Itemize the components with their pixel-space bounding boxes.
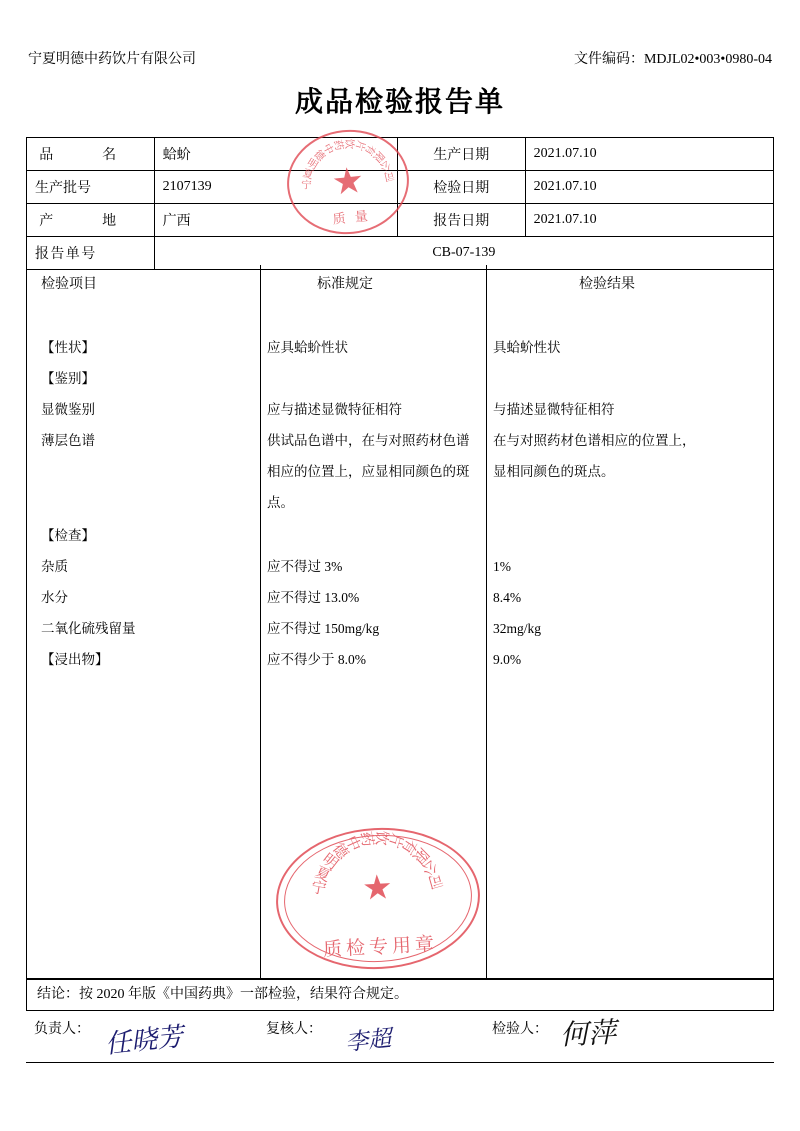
row-item: 【性状】	[41, 340, 95, 355]
row-item: 【浸出物】	[41, 652, 109, 667]
report-date-label: 报告日期	[397, 204, 525, 237]
production-date-label: 生产日期	[397, 138, 525, 171]
signature-underline	[26, 1062, 774, 1063]
origin-value: 广西	[154, 204, 397, 237]
product-name-label: 品 名	[27, 138, 155, 171]
row-result: 显相同颜色的斑点。	[493, 464, 615, 479]
inspector-signature: 何萍	[559, 1015, 617, 1052]
grid-divider-2	[486, 265, 487, 978]
column-header-standard: 标准规定	[317, 277, 373, 292]
row-item: 【检查】	[41, 528, 95, 543]
report-no-label: 报告单号	[27, 237, 155, 270]
row-standard: 应不得过 13.0%	[267, 590, 360, 605]
row-item: 显微鉴别	[41, 402, 95, 417]
row-result: 在与对照药材色谱相应的位置上，	[493, 433, 696, 448]
row-result: 1%	[493, 559, 511, 574]
production-date-value: 2021.07.10	[525, 138, 773, 171]
company-name: 宁夏明德中药饮片有限公司	[28, 52, 196, 67]
row-standard: 应不得过 150mg/kg	[267, 621, 380, 636]
reviewer-label: 复核人：	[266, 1022, 322, 1037]
stamp-bottom-text-top: 质 量	[331, 207, 372, 227]
doc-code	[574, 48, 772, 68]
row-result: 9.0%	[493, 652, 522, 667]
row-item: 【鉴别】	[41, 371, 95, 386]
row-result: 32mg/kg	[493, 621, 542, 636]
document-header	[28, 48, 772, 68]
conclusion-text: 结论：按 2020 年版《中国药典》一部检验，结果符合规定。	[26, 979, 774, 1011]
batch-label: 生产批号	[27, 171, 155, 204]
stamp-arc-text-top: 宁 夏 明 德 中 药 饮 片 有 限 公 司	[301, 138, 396, 192]
row-item: 水分	[41, 590, 68, 605]
product-name-value: 蛤蚧	[154, 138, 397, 171]
doc-code-value: MDJL02•003•0980-04	[643, 52, 772, 67]
inspector-label: 检验人：	[492, 1022, 548, 1037]
star-icon: ★	[361, 869, 394, 908]
row-item: 二氧化硫残留量	[41, 621, 136, 636]
doc-code-label: 文件编码：	[573, 52, 644, 67]
star-icon: ★	[329, 159, 367, 203]
stamp-arc-text-bottom: 宁 夏 明 德 中 药 饮 片 有 限 公 司	[309, 829, 445, 899]
row-standard: 供试品色谱中，在与对照药材色谱	[267, 433, 470, 448]
stamp-bottom-text: 质检专用章	[322, 933, 439, 961]
column-header-result: 检验结果	[579, 277, 635, 292]
inspection-date-value: 2021.07.10	[525, 171, 773, 204]
row-result: 与描述显微特征相符	[493, 402, 615, 417]
origin-label: 产 地	[27, 204, 155, 237]
reviewer-signature: 李超	[344, 1025, 393, 1057]
row-standard: 点。	[267, 495, 294, 510]
manager-label: 负责人：	[34, 1022, 90, 1037]
grid-divider-1	[260, 265, 261, 978]
row-item: 薄层色谱	[41, 433, 95, 448]
row-item: 杂质	[41, 559, 68, 574]
manager-signature: 任晓芳	[103, 1021, 185, 1060]
batch-value: 2107139	[154, 171, 397, 204]
row-result: 8.4%	[493, 590, 522, 605]
inspection-date-label: 检验日期	[397, 171, 525, 204]
row-standard: 相应的位置上，应显相同颜色的斑	[267, 464, 470, 479]
row-standard: 应不得过 3%	[267, 559, 343, 574]
row-standard: 应与描述显微特征相符	[267, 402, 402, 417]
column-header-item: 检验项目	[41, 277, 97, 292]
row-standard: 应具蛤蚧性状	[267, 340, 348, 355]
row-standard: 应不得少于 8.0%	[267, 652, 366, 667]
row-result: 具蛤蚧性状	[493, 340, 561, 355]
page-title: 成品检验报告单	[294, 87, 505, 118]
report-no-value: CB-07-139	[154, 237, 773, 270]
company-stamp-top	[282, 124, 414, 240]
report-date-value: 2021.07.10	[525, 204, 773, 237]
